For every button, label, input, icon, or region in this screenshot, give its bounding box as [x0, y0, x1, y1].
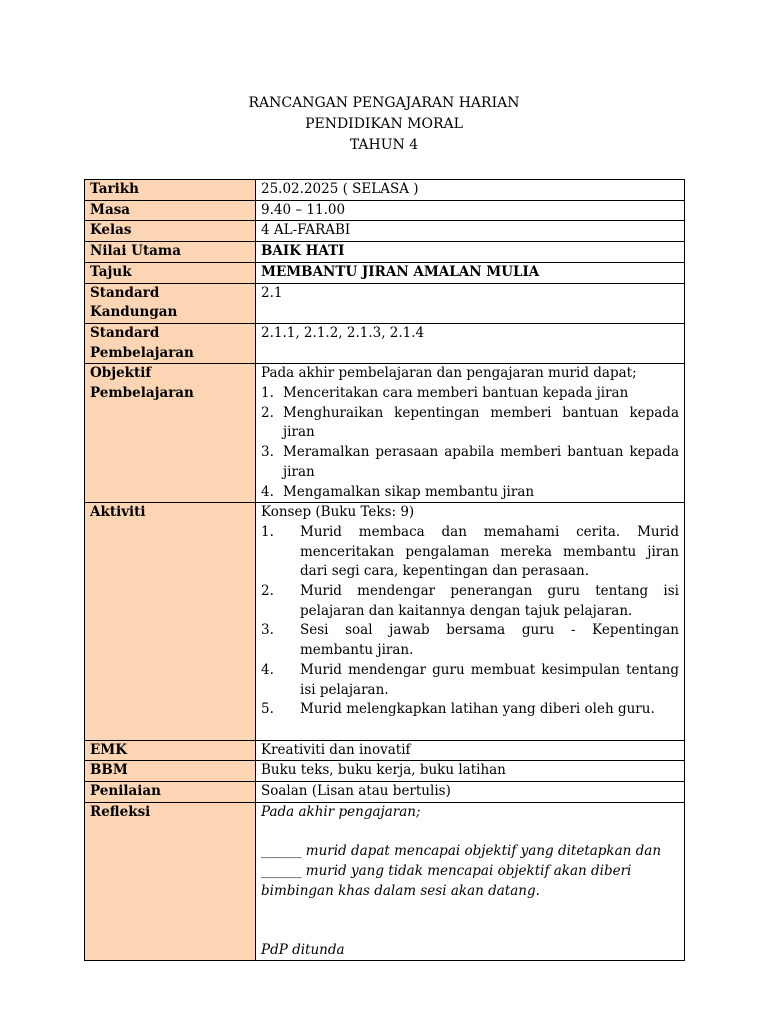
row-refleksi [85, 802, 685, 961]
list-item-text: Menceritakan cara memberi bantuan kepada jiran [283, 385, 629, 402]
row-bbm [85, 761, 685, 782]
list-item [261, 621, 679, 660]
value-masa: 9.40 – 11.00 [256, 200, 685, 221]
value-emk: Kreativiti dan inovatif [256, 740, 685, 761]
list-item [261, 700, 679, 720]
list-item-number: 4. [261, 661, 274, 678]
value-bbm: Buku teks, buku kerja, buku latihan [256, 761, 685, 782]
row-masa [85, 200, 685, 221]
label-kelas: Kelas [85, 221, 256, 242]
value-tajuk: MEMBANTU JIRAN AMALAN MULIA [256, 262, 685, 283]
refleksi-line-4: bimbingan khas dalam sesi akan datang. [261, 882, 540, 899]
row-standard-kandungan [85, 283, 685, 323]
list-item [261, 443, 679, 482]
value-objektif [256, 364, 685, 503]
label-penilaian: Penilaian [85, 782, 256, 803]
refleksi-line-2: ______ murid dapat mencapai objektif yang ditetapkan dan [261, 843, 662, 860]
value-refleksi [256, 802, 685, 961]
row-aktiviti [85, 503, 685, 740]
list-item-number: 3. [261, 444, 274, 461]
label-nilai-utama: Nilai Utama [85, 242, 256, 263]
list-item-text: Menghuraikan kepentingan memberi bantuan kepada jiran [283, 404, 679, 441]
value-standard-kandungan: 2.1 [256, 283, 685, 323]
title-line-1: RANCANGAN PENGAJARAN HARIAN [248, 95, 520, 111]
value-standard-pembelajaran: 2.1.1, 2.1.2, 2.1.3, 2.1.4 [256, 323, 685, 363]
list-item-text: Murid melengkapkan latihan yang diberi oleh guru. [300, 701, 655, 718]
spacer [261, 822, 679, 842]
label-masa: Masa [85, 200, 256, 221]
value-nilai-utama: BAIK HATI [256, 242, 685, 263]
list-item-number: 5. [261, 701, 274, 718]
document-title [0, 93, 768, 156]
list-item-text: Murid membaca dan memahami cerita. Murid menceritakan pengalaman mereka membantu jiran dari segi cara, kepentingan dan perasaan. [300, 523, 679, 580]
list-item-text: Murid mendengar penerangan guru tentang isi pelajaran dan kaitannya dengan tajuk pelajaran. [300, 583, 679, 619]
row-objektif [85, 364, 685, 503]
list-item-number: 2. [261, 583, 274, 600]
list-item-number: 1. [261, 385, 274, 402]
list-item-number: 2. [261, 404, 274, 421]
spacer [261, 921, 679, 941]
title-line-2: PENDIDIKAN MORAL [305, 116, 463, 132]
label-bbm: BBM [85, 761, 256, 782]
objektif-list [261, 384, 679, 502]
aktiviti-list [261, 523, 679, 720]
list-item [261, 404, 679, 443]
objektif-intro: Pada akhir pembelajaran dan pengajaran murid dapat; [261, 365, 637, 382]
row-standard-pembelajaran [85, 323, 685, 363]
label-objektif: Objektif Pembelajaran [85, 364, 256, 503]
list-item-number: 1. [261, 523, 274, 540]
refleksi-line-3: ______ murid yang tidak mencapai objektif akan diberi [261, 862, 632, 879]
label-emk: EMK [85, 740, 256, 761]
label-standard-pembelajaran: Standard Pembelajaran [85, 323, 256, 363]
spacer [261, 720, 679, 740]
list-item-text: Murid mendengar guru membuat kesimpulan tentang isi pelajaran. [300, 661, 679, 698]
list-item [261, 582, 679, 621]
list-item [261, 384, 679, 404]
label-standard-kandungan: Standard Kandungan [85, 283, 256, 323]
label-refleksi: Refleksi [85, 802, 256, 961]
row-penilaian [85, 782, 685, 803]
list-item [261, 661, 679, 700]
list-item [261, 483, 679, 503]
refleksi-line-1: Pada akhir pengajaran; [261, 803, 421, 820]
spacer [261, 901, 679, 921]
aktiviti-intro: Konsep (Buku Teks: 9) [261, 504, 415, 521]
row-emk [85, 740, 685, 761]
row-kelas [85, 221, 685, 242]
value-aktiviti [256, 503, 685, 740]
list-item-text: Meramalkan perasaan apabila memberi bantuan kepada jiran [283, 444, 679, 480]
value-tarikh: 25.02.2025 ( SELASA ) [256, 180, 685, 201]
label-tajuk: Tajuk [85, 262, 256, 283]
value-penilaian: Soalan (Lisan atau bertulis) [256, 782, 685, 803]
list-item-number: 4. [261, 483, 274, 500]
row-tarikh [85, 180, 685, 201]
label-tarikh: Tarikh [85, 180, 256, 201]
value-kelas: 4 AL-FARABI [256, 221, 685, 242]
row-tajuk [85, 262, 685, 283]
row-nilai-utama [85, 242, 685, 263]
title-line-3: TAHUN 4 [349, 137, 419, 153]
refleksi-line-5: PdP ditunda [261, 941, 345, 958]
list-item-text: Mengamalkan sikap membantu jiran [283, 483, 535, 500]
list-item [261, 523, 679, 582]
list-item-number: 3. [261, 622, 274, 639]
lesson-plan-table [84, 179, 685, 961]
list-item-text: Sesi soal jawab bersama guru - Kepentingan membantu jiran. [300, 622, 679, 659]
label-aktiviti: Aktiviti [85, 503, 256, 740]
